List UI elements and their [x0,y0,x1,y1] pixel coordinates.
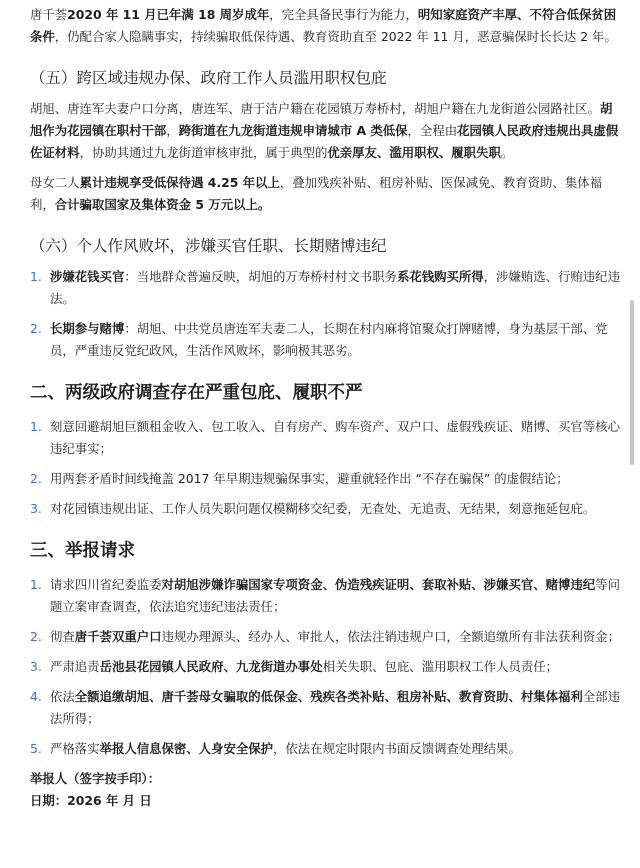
emphasis-text: 岳池县花园镇人民政府、九龙街道办事处 [99,659,323,674]
emphasis-text: 涉嫌花钱买官 [50,269,125,284]
text-run: ， [166,123,179,138]
paragraph-tang-qianhui-adult [30,4,620,48]
text-run: ：当地群众普遍反映，胡旭的万寿桥村村文书职务 [124,269,397,284]
text-run: ，叠加残疾补贴、租房补贴、医保减免、教育资助、集体福利， [30,175,602,212]
text-run: 母女二人 [30,175,80,190]
list-number: 3. [30,501,42,516]
emphasis-text: 明知家庭资产丰厚、不符合低保贫困条件 [30,7,617,44]
paragraph-household-separation [30,98,620,164]
text-run: 请求四川省纪委监委 [50,577,162,592]
heading-report-requests: 三、举报请求 [30,541,135,561]
section-heading-personal-conduct: （六）个人作风败坏，涉嫌买官任职、长期赌博违纪 [30,237,387,255]
text-run: 刻意回避胡旭巨额租金收入、包工收入、自有房产、购车资产、双户口、虚假残疾证、赌博、买官等核心违纪事实； [50,419,620,456]
list-number: 1. [30,577,42,592]
paragraph-total-fraud-amount [30,172,620,216]
text-run: 彻查 [50,629,75,644]
document [30,4,620,812]
emphasis-text: 合计骗取国家及集体资金 5 万元以上。 [54,197,271,212]
emphasis-text: 系花钱购买所得 [396,269,484,284]
text-run: 依法 [50,689,75,704]
list-item [30,266,620,310]
list-item [30,498,620,520]
text-run: 用两套矛盾时间线掩盖 2017 年早期违规骗保事实，避重就轻作出 “不存在骗保” 的虚假结论； [50,471,569,486]
list-number: 1. [30,419,42,434]
text-run: ，全程由 [407,123,458,138]
text-run: 严肃追责 [50,659,100,674]
list-item [30,626,620,648]
emphasis-text: 2020 年 11 月已年满 18 周岁成年 [67,7,270,22]
text-run: 全部违法所得； [50,689,620,726]
list-number: 2. [30,321,42,336]
list-number: 4. [30,689,42,704]
list-number: 2. [30,629,42,644]
text-run: 严格落实 [50,741,100,756]
heading-government-investigation: 二、两级政府调查存在严重包庇、履职不严 [30,383,363,403]
text-run: 等问题立案审查调查，依法追究违纪违法责任； [50,577,620,614]
date-line: 日期：2026 年 月 日 [30,793,152,808]
list-investigation-issues [30,416,620,520]
list-number: 3. [30,659,42,674]
list-number: 5. [30,741,42,756]
emphasis-text: 花园镇人民政府违规出具虚假佐证材料 [30,123,619,160]
emphasis-text: 优亲厚友、滥用职权、履职失职 [327,145,501,160]
list-personal-conduct [30,266,620,362]
text-run: ，完全具备民事行为能力， [269,7,418,22]
emphasis-text: 全额追缴胡旭、唐千荟母女骗取的低保金、残疾各类补贴、租房补贴、教育资助、村集体福利 [74,689,583,704]
section-heading-cross-region: （五）跨区域违规办保、政府工作人员滥用职权包庇 [30,69,387,87]
emphasis-text: 跨街道在九龙街道违规申请城市 A 类低保 [178,123,408,138]
text-run: ，依法在规定时限内书面反馈调查处理结果。 [273,741,521,756]
text-run: 相关失职、包庇、滥用职权工作人员责任； [322,659,559,674]
text-run: ，仍配合家人隐瞒事实，持续骗取低保待遇、教育资助直至 2022 年 11 月，恶意骗保时长长达 2 年。 [54,29,617,44]
text-run: 。 [500,145,514,160]
list-number: 1. [30,269,42,284]
text-run: 唐千荟 [30,7,68,22]
text-run: 违规办理源头、经办人、审批人，依法注销违规户口，全额追缴所有非法获利资金； [161,629,620,644]
emphasis-text: 举报人信息保密、人身安全保护 [99,741,274,756]
text-run: ：胡旭、中共党员唐连军夫妻二人，长期在村内麻将馆聚众打牌赌博，身为基层干部、党员，严重违反党纪政风，生活作风败坏，影响极其恶劣。 [50,321,608,358]
scrollbar-thumb[interactable] [630,300,634,465]
text-run: ，协助其通过九龙街道审核审批，属于典型的 [79,145,328,160]
signature-line: 举报人（签字按手印）： [30,771,161,786]
list-item [30,318,620,362]
list-number: 2. [30,471,42,486]
emphasis-text: 累计违规享受低保待遇 4.25 年以上 [79,175,280,190]
text-run: 胡旭、唐连军夫妻户口分离，唐连军、唐于洁户籍在花园镇万寿桥村，胡旭户籍在九龙街道公园路社区。 [30,101,600,116]
list-item [30,738,620,760]
list-item [30,656,620,678]
list-report-requests [30,574,620,760]
text-run: 对花园镇违规出证、工作人员失职问题仅模糊移交纪委，无查处、无追责、无结果，刻意拖延包庇。 [50,501,596,516]
emphasis-text: 唐千荟双重户口 [74,629,162,644]
emphasis-text: 长期参与赌博 [50,321,125,336]
list-item [30,686,620,730]
emphasis-text: 对胡旭涉嫌诈骗国家专项资金、伪造残疾证明、套取补贴、涉嫌买官、赌博违纪 [161,577,596,592]
list-item [30,468,620,490]
emphasis-text: 胡旭作为花园镇在职村干部 [30,101,613,138]
text-run: ，涉嫌贿选、行贿违纪违法。 [50,269,620,306]
list-item [30,416,620,460]
list-item [30,574,620,618]
